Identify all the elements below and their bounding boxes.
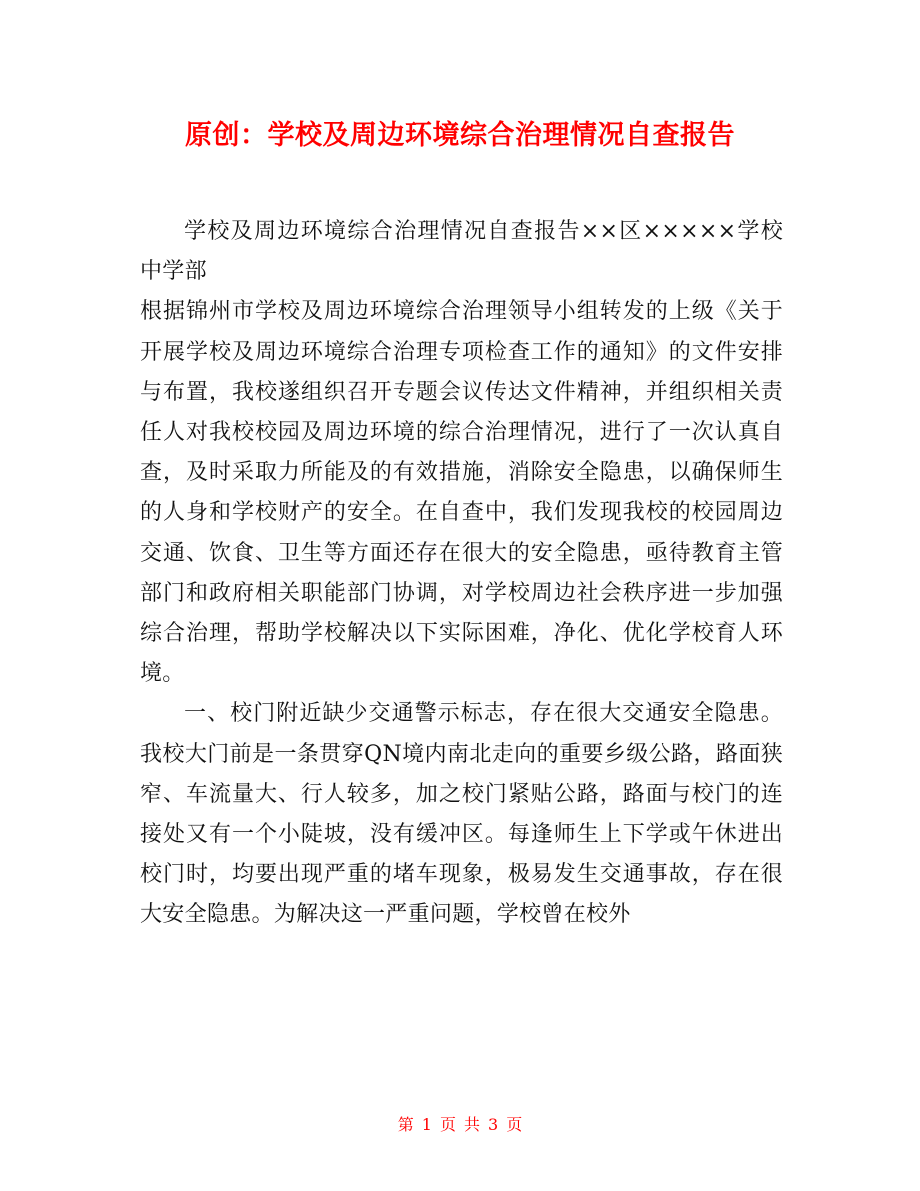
paragraph-section-one: 一、校门附近缺少交通警示标志，存在很大交通安全隐患。我校大门前是一条贯穿QN境内南北走向的重要乡级公路，路面狭窄、车流量大、行人较多，加之校门紧贴公路，路面与校门的连接处又有一个小陡坡，没有缓冲区。每逢师生上下学或午休进出校门时，均要出现严重的堵车现象，极易发生交通事故，存在很大安全隐患。为解决这一严重问题，学校曾在校外	[140, 701, 783, 928]
footer-page-label: 第	[397, 1115, 414, 1134]
footer-total-label: 共	[464, 1115, 481, 1134]
footer-page-unit: 页	[439, 1115, 456, 1134]
footer-total-pages: 3	[488, 1115, 499, 1134]
document-body	[140, 212, 783, 936]
page-footer	[0, 1113, 920, 1137]
paragraph-subtitle: 学校及周边环境综合治理情况自查报告××区×××××学校中学部	[140, 219, 783, 285]
document-title: 原创：学校及周边环境综合治理情况自查报告	[185, 120, 735, 151]
footer-current-page: 1	[421, 1115, 432, 1134]
paragraph-intro: 根据锦州市学校及周边环境综合治理领导小组转发的上级《关于开展学校及周边环境综合治理专项检查工作的通知》的文件安排与布置，我校遂组织召开专题会议传达文件精神，并组织相关责任人对我校校园及周边环境的综合治理情况，进行了一次认真自查，及时采取力所能及的有效措施，消除安全隐患，以确保师生的人身和学校财产的安全。在自查中，我们发现我校的校园周边交通、饮食、卫生等方面还存在很大的安全隐患，亟待教育主管部门和政府相关职能部门协调，对学校周边社会秩序进一步加强综合治理，帮助学校解决以下实际困难，净化、优化学校育人环境。	[140, 299, 783, 687]
footer-total-unit: 页	[506, 1115, 523, 1134]
